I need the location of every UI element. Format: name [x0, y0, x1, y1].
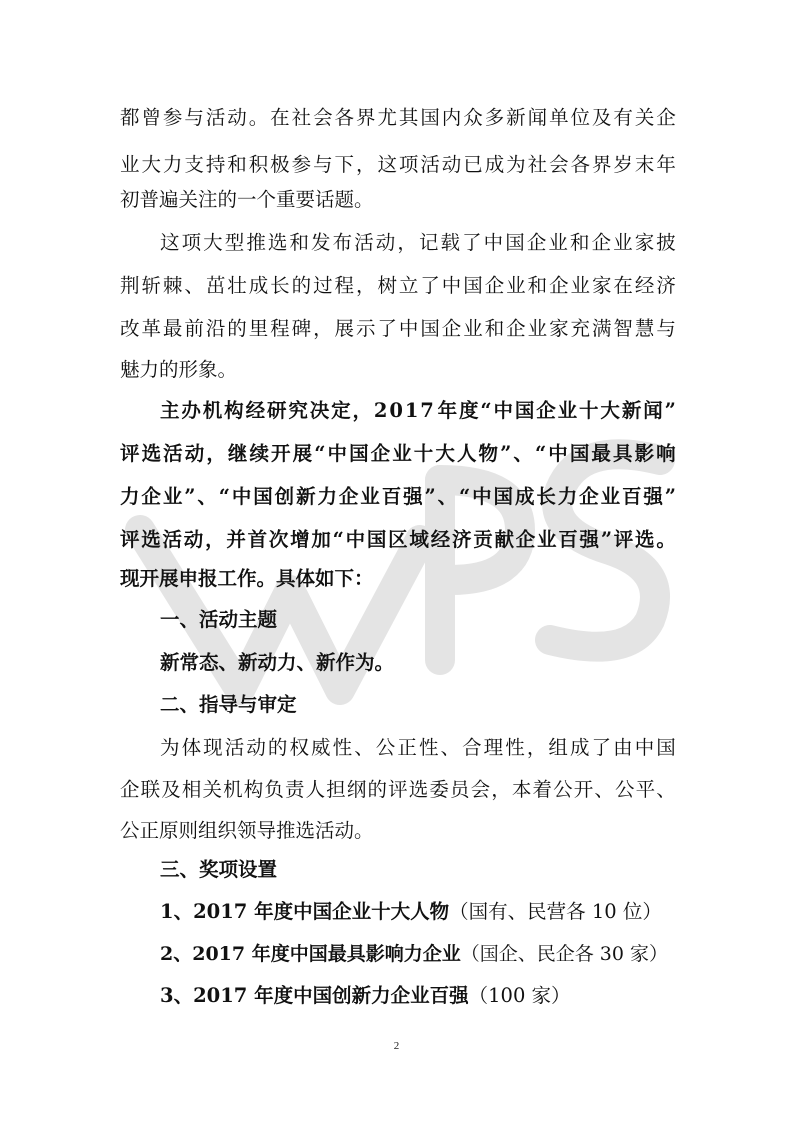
award-item-title: 2、2017 年度中国最具影响力企业	[160, 943, 461, 965]
section3-heading: 三、奖项设置	[160, 858, 278, 881]
section2-line1: 为 体 现 活 动 的 权 威 性 、 公 正 性 、 合 理 性 ， 组 成 了 由 中 国	[160, 736, 676, 759]
para3-line4: 评 选 活 动 ， 并 首 次 增 加 “ 中 国 区 域 经 济 贡 献 企 业 百 强 ” 评 选 。	[120, 528, 676, 551]
award-item-1	[160, 899, 662, 925]
award-item-title: 1、2017 年度中国企业十大人物	[160, 900, 450, 923]
award-item-3	[160, 983, 571, 1009]
para3-line3: 力 企 业 ” 、 “ 中 国 创 新 力 企 业 百 强 ” 、 “ 中 国 成 长 力 企 业 百 强 ”	[120, 485, 676, 508]
section2-line2: 企 联 及 相 关 机 构 负 责 人 担 纲 的 评 选 委 员 会 ， 本 着 公 开 、 公 平 、	[120, 778, 676, 801]
para2-line3: 改 革 最 前 沿 的 里 程 碑 ， 展 示 了 中 国 企 业 和 企 业 家 充 满 智 慧 与	[120, 317, 676, 340]
para1-line1: 都 曾 参 与 活 动 。 在 社 会 各 界 尤 其 国 内 众 多 新 闻 单 位 及 有 关 企	[120, 106, 676, 129]
section1-body: 新常态、新动力、新作为。	[160, 651, 395, 674]
para2-line1: 这 项 大 型 推 选 和 发 布 活 动 ， 记 载 了 中 国 企 业 和 企 业 家 披	[160, 231, 676, 254]
para3-line1: 主 办 机 构 经 研 究 决 定 ， 2 0 1 7 年 度 “ 中 国 企 业 十 大 新 闻 ”	[160, 399, 676, 422]
section2-line3: 公正原则组织领导推选活动。	[120, 819, 374, 842]
page-number: 2	[393, 1040, 400, 1052]
section1-heading: 一、活动主题	[160, 608, 278, 631]
para3-line5: 现开展申报工作。具体如下：	[120, 567, 374, 590]
para1-line3: 初普遍关注的一个重要话题。	[120, 188, 374, 211]
para1-line2: 业 大 力 支 持 和 积 极 参 与 下 ， 这 项 活 动 已 成 为 社 会 各 界 岁 末 年	[120, 153, 676, 176]
award-item-note: （国企、民企各 30 家）	[460, 943, 668, 965]
award-item-title: 3、2017 年度中国创新力企业百强	[160, 984, 469, 1007]
award-item-note: （100 家）	[468, 984, 571, 1007]
para3-line2: 评 选 活 动 ， 继 续 开 展 “ 中 国 企 业 十 大 人 物 ” 、 “ 中 国 最 具 影 响	[120, 442, 676, 465]
para2-line2: 荆 斩 棘 、 茁 壮 成 长 的 过 程 ， 树 立 了 中 国 企 业 和 企 业 家 在 经 济	[120, 274, 676, 297]
section2-heading: 二、指导与审定	[160, 693, 297, 716]
award-item-note: （国有、民营各 10 位）	[449, 900, 662, 923]
award-item-2	[160, 941, 668, 967]
para2-line4: 魅力的形象。	[120, 358, 238, 381]
